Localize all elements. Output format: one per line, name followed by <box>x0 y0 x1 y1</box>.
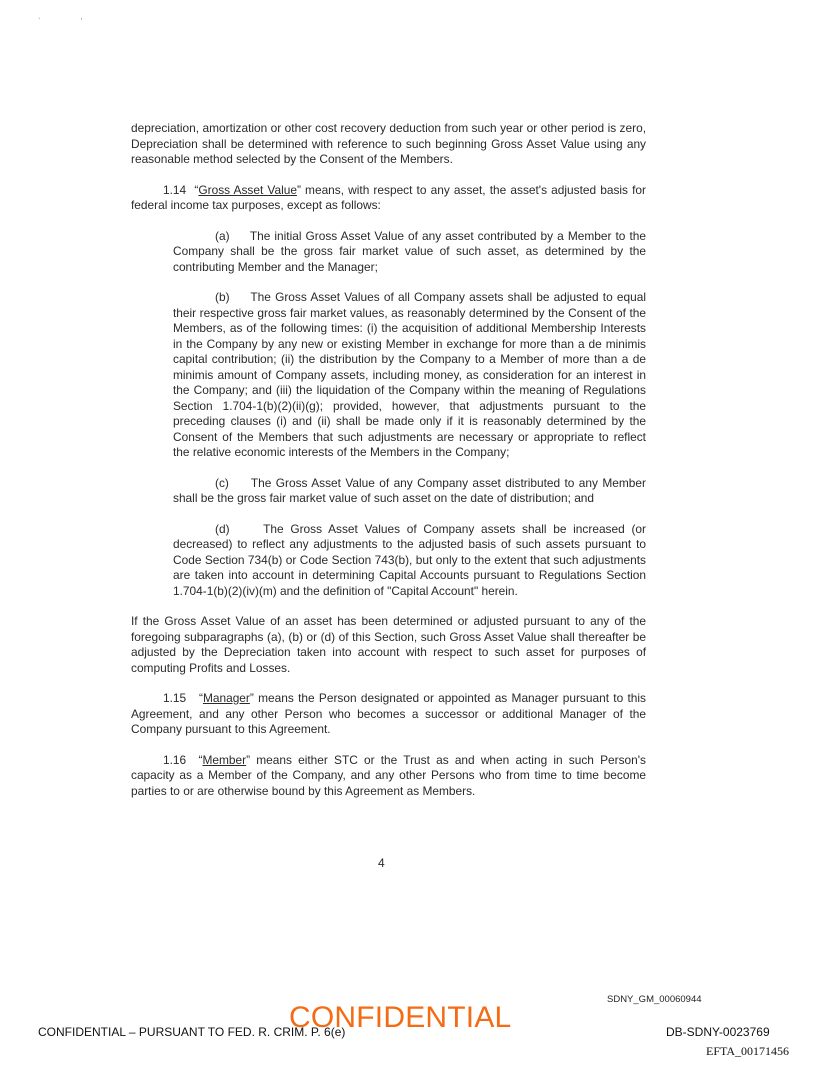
confidential-stamp: CONFIDENTIAL <box>289 1001 512 1034</box>
subparagraph-text: The Gross Asset Values of all Company assets shall be adjusted to equal their respective gross fair market values, as reasonably determined by the Consent of the Members, as of the following times: (i) the acquisition of additional Membership Interests in the Company by any new or existing Member in exchange for more than a de minimis capital contribution; (ii) the distribution by the Company to a Member of more than a de minimis amount of Company assets, including money, as consideration for an interest in the Company; and (iii) the liquidation of the Company within the meaning of Regulations Section 1.704-1(b)(2)(ii)(g); provided, however, that adjustments pursuant to the preceding clauses (i) and (ii) shall be made only if it is reasonably determined by the Consent of the Members that such adjustments are necessary or appropriate to reflect the relative economic interests of the Members in the Company; <box>173 290 646 459</box>
paragraph-text: depreciation, amortization or other cost recovery deduction from such year or other period is zero, Depreciation shall be determined with reference to such beginning Gross Asset Value using any reasonable method selected by the Consent of the Members. <box>131 121 646 166</box>
subparagraph-text: The initial Gross Asset Value of any asset contributed by a Member to the Company shall be the gross fair market value of such asset, as determined by the contributing Member and the Manager; <box>173 228 646 274</box>
definition-text: means, with respect to any asset, the asset's adjusted basis for federal income tax purposes, except as follows: <box>131 182 646 212</box>
subparagraph-label: (c) <box>215 475 229 490</box>
speck-1: ` <box>38 17 41 26</box>
defined-term: Gross Asset Value <box>198 182 297 197</box>
subparagraph-label: (b) <box>215 290 230 304</box>
defined-term: Manager <box>202 691 250 705</box>
definition-gross-asset-value: 1.14 “Gross Asset Value” means, with respect to any asset, the asset's adjusted basis for federal income tax purposes, except as follows: <box>131 182 646 212</box>
bates-number-db: DB-SDNY-0023769 <box>666 1025 770 1039</box>
paragraph-depreciation-continued <box>131 121 646 168</box>
subparagraph-text: The Gross Asset Value of any Company asset distributed to any Member shall be the gross fair market value of such asset on the date of distribution; and <box>173 475 646 505</box>
definition-member: 1.16 “Member” means either STC or the Trust as and when acting in such Person's capacity as a Member of the Company, and any other Persons who from time to time become parties to or are otherwise bound by this Agreement as Members. <box>131 752 646 798</box>
subparagraph-d <box>173 522 646 600</box>
subparagraph-label: (d) <box>215 521 230 536</box>
confidentiality-notice: CONFIDENTIAL – PURSUANT TO FED. R. CRIM. P. 6(e) <box>38 1025 346 1039</box>
section-number: 1.16 <box>163 752 187 767</box>
paragraph-gross-asset-value-adjustment <box>131 614 646 676</box>
subparagraph-c <box>173 476 646 507</box>
definition-text: means either STC or the Trust as and when acting in such Person's capacity as a Member of the Company, and any other Persons who from time to time become parties to or are otherwise bound by this Agreement as Members. <box>131 752 646 798</box>
section-number: 1.15 <box>163 691 187 705</box>
document-body <box>131 121 646 799</box>
section-number: 1.14 <box>163 182 187 197</box>
paragraph-text: If the Gross Asset Value of an asset has been determined or adjusted pursuant to any of the foregoing subparagraphs (a), (b) or (d) of this Section, such Gross Asset Value shall thereafter be adjusted by the Depreciation taken into account with respect to such asset for purposes of computing Profits and Losses. <box>131 614 646 675</box>
speck-2: ' <box>80 17 83 26</box>
subparagraph-text: The Gross Asset Values of Company assets shall be increased (or decreased) to reflect any adjustments to the adjusted basis of such assets pursuant to Code Section 734(b) or Code Section 743(b), but only to the extent that such adjustments are taken into account in determining Capital Accounts pursuant to Regulations Section 1.704-1(b)(2)(iv)(m) and the definition of "Capital Account" herein. <box>173 521 646 598</box>
subparagraph-label: (a) <box>215 228 230 243</box>
definition-manager: 1.15 “Manager” means the Person designated or appointed as Manager pursuant to this Agreement, and any other Person who becomes a successor or additional Manager of the Company pursuant to this Agreement. <box>131 691 646 736</box>
subparagraph-a <box>173 229 646 276</box>
efta-number: EFTA_00171456 <box>706 1044 790 1058</box>
scan-specks <box>38 17 120 26</box>
defined-term: Member <box>202 752 247 767</box>
page-number: 4 <box>378 856 385 870</box>
bates-number-sdny: SDNY_GM_00060944 <box>607 994 702 1005</box>
definition-text: means the Person designated or appointed as Manager pursuant to this Agreement, and any other Person who becomes a successor or additional Manager of the Company pursuant to this Agreement. <box>131 691 646 736</box>
subparagraph-b <box>173 290 646 461</box>
